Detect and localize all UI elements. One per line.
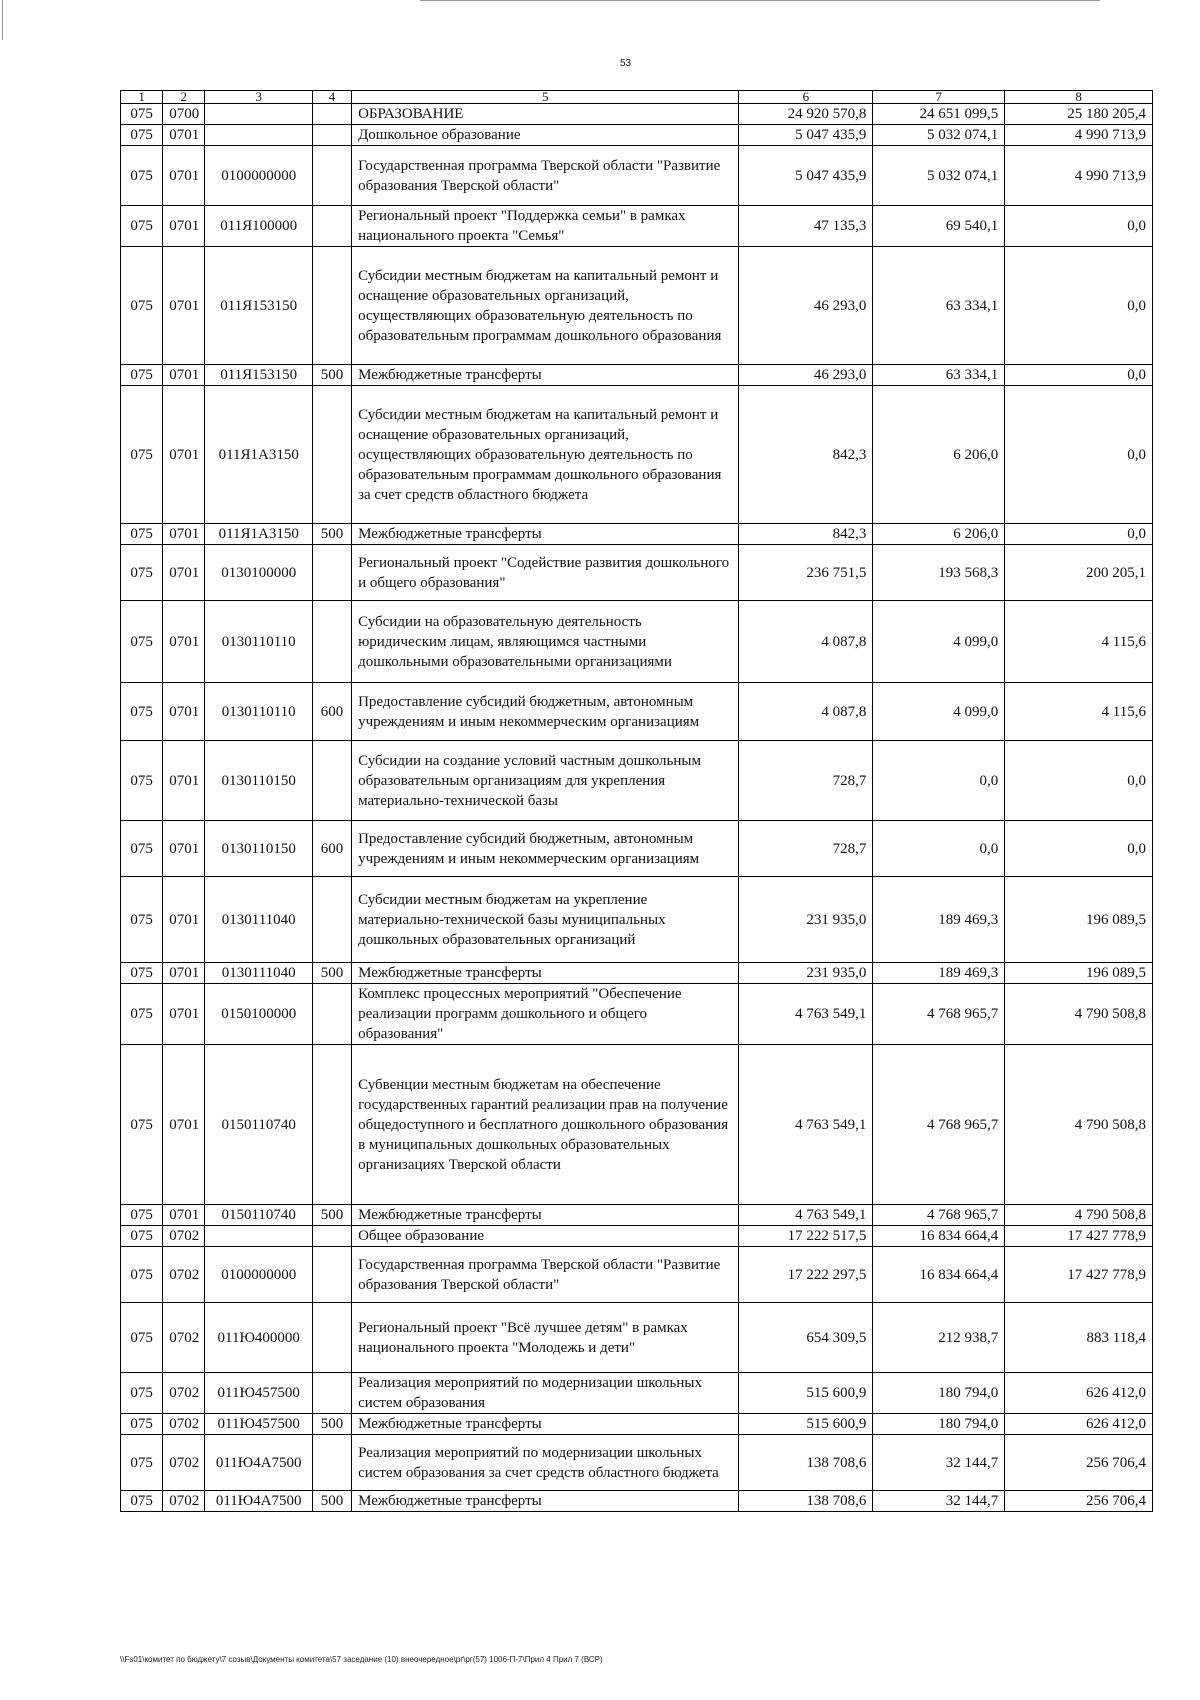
cell-c7: 180 794,0 [873,1373,1005,1414]
cell-c5: Общее образование [352,1226,739,1247]
cell-c3: 0130100000 [205,545,313,601]
cell-c3: 0130111040 [205,877,313,963]
cell-c5: Межбюджетные трансферты [352,963,739,984]
cell-c2: 0701 [163,984,205,1045]
cell-c5: Субсидии местным бюджетам на капитальный ремонт и оснащение образовательных организаций, осуществляющих образовательную деятельность по образовательным программам дошкольного образования [352,247,739,365]
table-row [121,1205,1153,1226]
table-row [121,1491,1153,1512]
table-row [121,206,1153,247]
column-header: 3 [205,91,313,104]
cell-c3: 0130111040 [205,963,313,984]
cell-c1: 075 [121,1435,163,1491]
cell-c8: 0,0 [1005,821,1153,877]
cell-c7: 4 768 965,7 [873,1205,1005,1226]
table-row [121,741,1153,821]
cell-c4 [313,146,352,206]
cell-c1: 075 [121,1247,163,1303]
cell-c5: Комплекс процессных мероприятий "Обеспечение реализации программ дошкольного и общего образования" [352,984,739,1045]
cell-c8: 4 990 713,9 [1005,146,1153,206]
cell-c8: 626 412,0 [1005,1373,1153,1414]
cell-c2: 0701 [163,601,205,683]
cell-c2: 0701 [163,1205,205,1226]
cell-c7: 189 469,3 [873,963,1005,984]
cell-c7: 0,0 [873,821,1005,877]
cell-c5: Реализация мероприятий по модернизации школьных систем образования [352,1373,739,1414]
cell-c2: 0701 [163,146,205,206]
cell-c5: Субсидии местным бюджетам на капитальный ремонт и оснащение образовательных организаций, осуществляющих образовательную деятельность по образовательным программам дошкольного образования за счет средств областного бюджета [352,386,739,524]
table-row [121,683,1153,741]
table-row [121,365,1153,386]
cell-c7: 4 768 965,7 [873,1045,1005,1205]
cell-c2: 0702 [163,1435,205,1491]
cell-c8: 0,0 [1005,206,1153,247]
cell-c4 [313,601,352,683]
cell-c8: 196 089,5 [1005,963,1153,984]
cell-c2: 0701 [163,247,205,365]
cell-c4 [313,386,352,524]
cell-c5: Межбюджетные трансферты [352,1491,739,1512]
cell-c6: 231 935,0 [739,963,873,984]
cell-c6: 4 087,8 [739,601,873,683]
table-row [121,1247,1153,1303]
cell-c2: 0701 [163,524,205,545]
cell-c2: 0701 [163,1045,205,1205]
cell-c7: 16 834 664,4 [873,1247,1005,1303]
cell-c4: 500 [313,1491,352,1512]
cell-c8: 4 790 508,8 [1005,1045,1153,1205]
cell-c5: Межбюджетные трансферты [352,1414,739,1435]
table-row [121,1303,1153,1373]
cell-c6: 138 708,6 [739,1435,873,1491]
cell-c1: 075 [121,524,163,545]
cell-c5: Дошкольное образование [352,125,739,146]
cell-c3: 011Я1А3150 [205,386,313,524]
cell-c3: 011Я153150 [205,247,313,365]
cell-c3: 011Ю4А7500 [205,1491,313,1512]
cell-c3 [205,125,313,146]
cell-c4: 500 [313,524,352,545]
cell-c4 [313,1373,352,1414]
cell-c3: 011Я153150 [205,365,313,386]
cell-c7: 4 099,0 [873,683,1005,741]
cell-c1: 075 [121,963,163,984]
cell-c3: 011Я100000 [205,206,313,247]
cell-c1: 075 [121,1414,163,1435]
page-number: 53 [620,58,632,69]
cell-c8: 0,0 [1005,524,1153,545]
cell-c1: 075 [121,1205,163,1226]
cell-c5: Субвенции местным бюджетам на обеспечение государственных гарантий реализации прав на получение общедоступного и бесплатного дошкольного образования в муниципальных дошкольных образовательных организациях Тверской области [352,1045,739,1205]
table-row [121,247,1153,365]
cell-c3: 011Я1А3150 [205,524,313,545]
scan-edge-line-left [2,0,3,40]
table-row [121,1373,1153,1414]
cell-c3: 0150100000 [205,984,313,1045]
cell-c1: 075 [121,365,163,386]
cell-c7: 4 768 965,7 [873,984,1005,1045]
cell-c2: 0701 [163,545,205,601]
cell-c1: 075 [121,125,163,146]
cell-c1: 075 [121,1045,163,1205]
cell-c3: 0100000000 [205,1247,313,1303]
table-row [121,386,1153,524]
cell-c4 [313,1045,352,1205]
cell-c3: 0130110110 [205,601,313,683]
cell-c5: Субсидии на образовательную деятельность юридическим лицам, являющимся частными дошкольными образовательными организациями [352,601,739,683]
cell-c4 [313,1435,352,1491]
cell-c1: 075 [121,104,163,125]
cell-c4 [313,125,352,146]
cell-c7: 5 032 074,1 [873,125,1005,146]
cell-c6: 728,7 [739,741,873,821]
cell-c7: 32 144,7 [873,1491,1005,1512]
cell-c8: 256 706,4 [1005,1491,1153,1512]
column-header: 1 [121,91,163,104]
cell-c8: 4 790 508,8 [1005,1205,1153,1226]
cell-c4: 500 [313,963,352,984]
cell-c2: 0702 [163,1373,205,1414]
cell-c3: 0150110740 [205,1045,313,1205]
table-row [121,524,1153,545]
cell-c1: 075 [121,683,163,741]
cell-c2: 0701 [163,206,205,247]
cell-c5: Региональный проект "Всё лучшее детям" в рамках национального проекта "Молодежь и дети" [352,1303,739,1373]
table-row [121,125,1153,146]
cell-c7: 24 651 099,5 [873,104,1005,125]
cell-c2: 0701 [163,683,205,741]
cell-c8: 4 115,6 [1005,683,1153,741]
table-row [121,877,1153,963]
cell-c4 [313,1247,352,1303]
column-header: 4 [313,91,352,104]
cell-c6: 842,3 [739,524,873,545]
table-row [121,146,1153,206]
cell-c6: 24 920 570,8 [739,104,873,125]
cell-c5: Государственная программа Тверской области "Развитие образования Тверской области" [352,1247,739,1303]
cell-c4: 500 [313,1205,352,1226]
cell-c1: 075 [121,741,163,821]
cell-c6: 138 708,6 [739,1491,873,1512]
cell-c4 [313,1226,352,1247]
cell-c8: 4 790 508,8 [1005,984,1153,1045]
cell-c8: 0,0 [1005,247,1153,365]
table-row [121,984,1153,1045]
cell-c3: 011Ю457500 [205,1373,313,1414]
cell-c1: 075 [121,984,163,1045]
cell-c4: 500 [313,1414,352,1435]
column-header: 7 [873,91,1005,104]
cell-c3: 0100000000 [205,146,313,206]
cell-c1: 075 [121,601,163,683]
cell-c7: 180 794,0 [873,1414,1005,1435]
cell-c3: 011Ю457500 [205,1414,313,1435]
cell-c2: 0701 [163,877,205,963]
cell-c6: 47 135,3 [739,206,873,247]
column-header: 5 [352,91,739,104]
cell-c6: 515 600,9 [739,1414,873,1435]
cell-c5: Государственная программа Тверской области "Развитие образования Тверской области" [352,146,739,206]
cell-c7: 0,0 [873,741,1005,821]
cell-c8: 200 205,1 [1005,545,1153,601]
cell-c6: 654 309,5 [739,1303,873,1373]
cell-c2: 0702 [163,1226,205,1247]
cell-c6: 17 222 297,5 [739,1247,873,1303]
cell-c2: 0701 [163,821,205,877]
cell-c7: 16 834 664,4 [873,1226,1005,1247]
scan-edge-line [420,0,1100,1]
cell-c8: 17 427 778,9 [1005,1226,1153,1247]
cell-c4: 600 [313,821,352,877]
cell-c2: 0701 [163,125,205,146]
column-header: 8 [1005,91,1153,104]
cell-c7: 212 938,7 [873,1303,1005,1373]
cell-c1: 075 [121,1373,163,1414]
cell-c5: Региональный проект "Содействие развития дошкольного и общего образования" [352,545,739,601]
file-path-footer: \\Fs01\комитет по бюджету\7 созыв\Документы комитета\57 заседание (10) внеочередное\рг\рг(57) 1006-П-7\Прил 4 Прил 7 (ВСР) [120,1655,603,1664]
table-row [121,1045,1153,1205]
cell-c8: 0,0 [1005,386,1153,524]
table-row [121,1226,1153,1247]
cell-c6: 728,7 [739,821,873,877]
cell-c6: 5 047 435,9 [739,146,873,206]
cell-c4 [313,1303,352,1373]
cell-c4 [313,104,352,125]
cell-c4 [313,247,352,365]
cell-c6: 842,3 [739,386,873,524]
budget-table [120,90,1153,1512]
cell-c6: 4 763 549,1 [739,984,873,1045]
column-header: 6 [739,91,873,104]
cell-c5: Межбюджетные трансферты [352,524,739,545]
cell-c4: 600 [313,683,352,741]
cell-c1: 075 [121,877,163,963]
cell-c4 [313,545,352,601]
column-number-header-row [121,91,1153,104]
cell-c7: 32 144,7 [873,1435,1005,1491]
cell-c1: 075 [121,386,163,524]
cell-c3: 0130110150 [205,741,313,821]
cell-c7: 63 334,1 [873,247,1005,365]
cell-c2: 0700 [163,104,205,125]
cell-c7: 69 540,1 [873,206,1005,247]
cell-c1: 075 [121,1491,163,1512]
cell-c8: 196 089,5 [1005,877,1153,963]
cell-c4: 500 [313,365,352,386]
cell-c5: Субсидии на создание условий частным дошкольным образовательным организациям для укрепления материально-технической базы [352,741,739,821]
cell-c5: Предоставление субсидий бюджетным, автономным учреждениям и иным некоммерческим организациям [352,821,739,877]
cell-c6: 4 763 549,1 [739,1205,873,1226]
table-row [121,601,1153,683]
cell-c5: Субсидии местным бюджетам на укрепление материально-технической базы муниципальных дошкольных образовательных организаций [352,877,739,963]
cell-c3 [205,1226,313,1247]
cell-c2: 0702 [163,1414,205,1435]
table-row [121,821,1153,877]
cell-c8: 0,0 [1005,741,1153,821]
cell-c6: 46 293,0 [739,365,873,386]
cell-c7: 193 568,3 [873,545,1005,601]
cell-c3: 0130110150 [205,821,313,877]
cell-c7: 189 469,3 [873,877,1005,963]
cell-c2: 0701 [163,386,205,524]
cell-c6: 4 087,8 [739,683,873,741]
cell-c8: 626 412,0 [1005,1414,1153,1435]
table-row [121,104,1153,125]
cell-c1: 075 [121,1303,163,1373]
cell-c1: 075 [121,146,163,206]
cell-c6: 515 600,9 [739,1373,873,1414]
table-row [121,1435,1153,1491]
cell-c8: 0,0 [1005,365,1153,386]
cell-c5: Межбюджетные трансферты [352,365,739,386]
cell-c3: 0150110740 [205,1205,313,1226]
table-row [121,1414,1153,1435]
cell-c2: 0701 [163,963,205,984]
cell-c2: 0701 [163,365,205,386]
cell-c2: 0702 [163,1303,205,1373]
cell-c3: 011Ю400000 [205,1303,313,1373]
cell-c7: 6 206,0 [873,386,1005,524]
cell-c1: 075 [121,821,163,877]
cell-c8: 17 427 778,9 [1005,1247,1153,1303]
cell-c8: 25 180 205,4 [1005,104,1153,125]
cell-c7: 5 032 074,1 [873,146,1005,206]
cell-c5: Региональный проект "Поддержка семьи" в рамках национального проекта "Семья" [352,206,739,247]
cell-c1: 075 [121,206,163,247]
cell-c8: 4 990 713,9 [1005,125,1153,146]
cell-c7: 6 206,0 [873,524,1005,545]
cell-c5: Межбюджетные трансферты [352,1205,739,1226]
cell-c4 [313,877,352,963]
cell-c2: 0702 [163,1247,205,1303]
cell-c2: 0702 [163,1491,205,1512]
table-row [121,963,1153,984]
cell-c8: 256 706,4 [1005,1435,1153,1491]
table-row [121,545,1153,601]
cell-c4 [313,741,352,821]
cell-c2: 0701 [163,741,205,821]
cell-c3: 0130110110 [205,683,313,741]
cell-c5: Предоставление субсидий бюджетным, автономным учреждениям и иным некоммерческим организациям [352,683,739,741]
cell-c1: 075 [121,247,163,365]
cell-c6: 231 935,0 [739,877,873,963]
cell-c6: 236 751,5 [739,545,873,601]
cell-c7: 4 099,0 [873,601,1005,683]
table-body [121,91,1153,1512]
cell-c5: ОБРАЗОВАНИЕ [352,104,739,125]
cell-c6: 46 293,0 [739,247,873,365]
cell-c6: 4 763 549,1 [739,1045,873,1205]
cell-c3: 011Ю4А7500 [205,1435,313,1491]
cell-c4 [313,206,352,247]
cell-c8: 883 118,4 [1005,1303,1153,1373]
cell-c6: 17 222 517,5 [739,1226,873,1247]
cell-c1: 075 [121,545,163,601]
cell-c4 [313,984,352,1045]
column-header: 2 [163,91,205,104]
cell-c7: 63 334,1 [873,365,1005,386]
cell-c1: 075 [121,1226,163,1247]
cell-c3 [205,104,313,125]
cell-c6: 5 047 435,9 [739,125,873,146]
cell-c8: 4 115,6 [1005,601,1153,683]
cell-c5: Реализация мероприятий по модернизации школьных систем образования за счет средств областного бюджета [352,1435,739,1491]
